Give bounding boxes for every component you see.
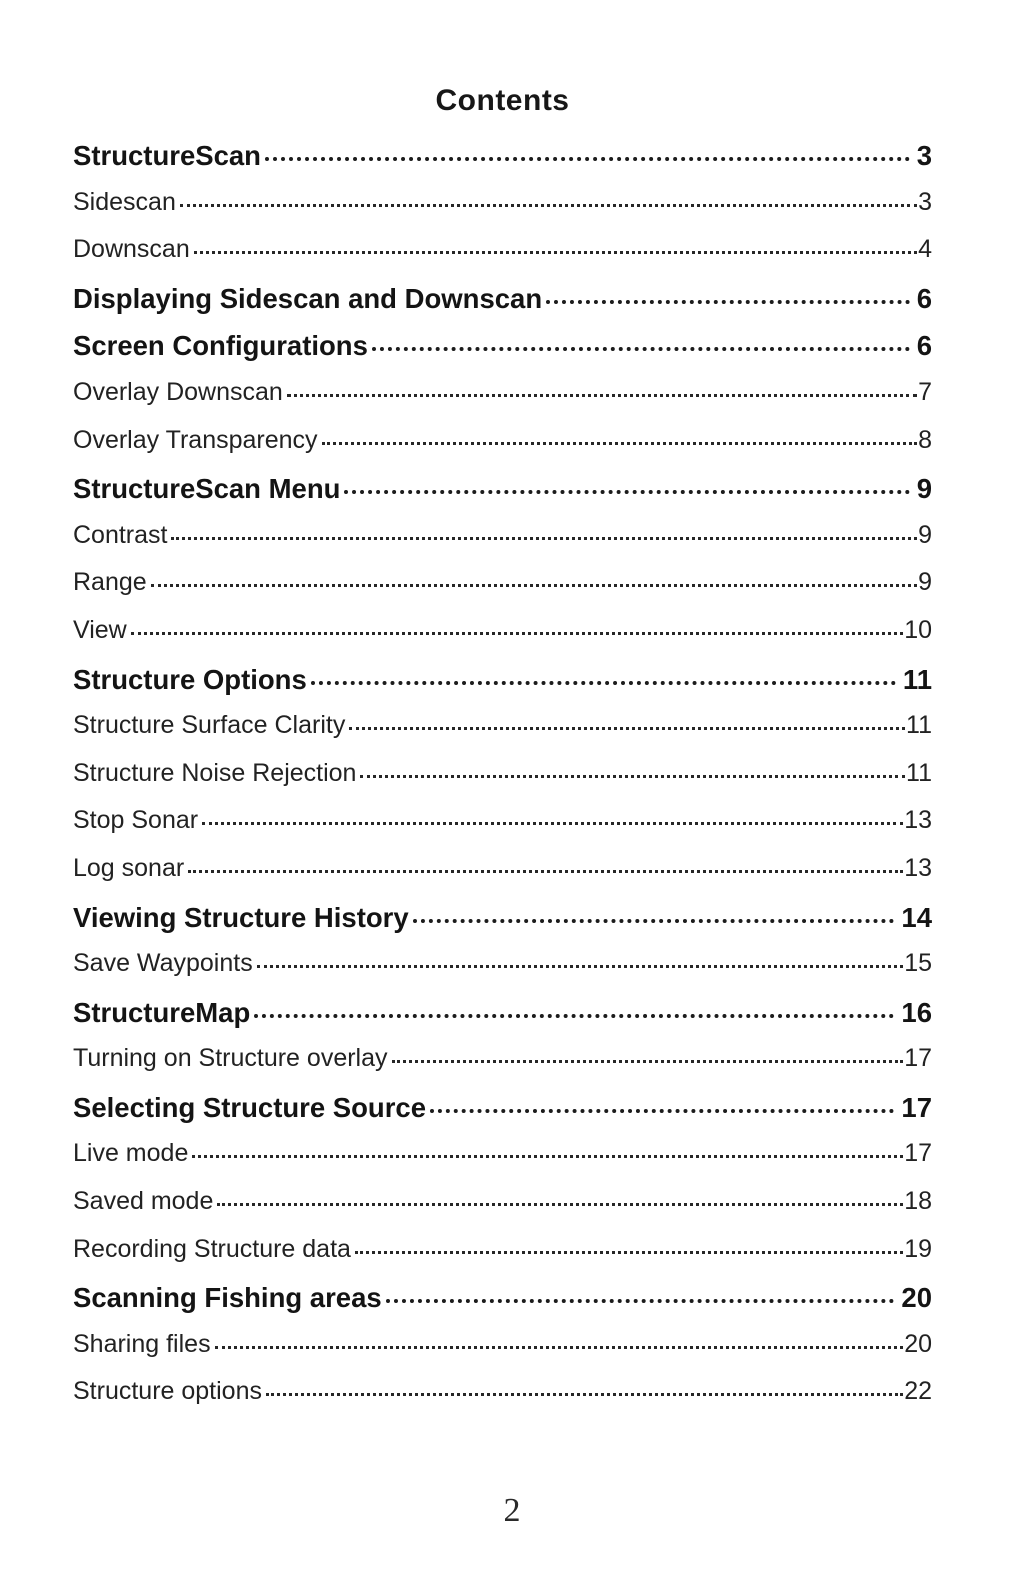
toc-entry [73,1092,932,1140]
toc-entry-page: 11 [902,663,932,695]
toc-entry-page: 20 [901,1282,932,1314]
toc-entry-page: 13 [904,806,932,835]
toc-entry [73,759,932,807]
toc-leader-dots [392,1060,904,1063]
toc-entry-label: Stop Sonar [73,806,199,835]
toc-entry [73,473,932,521]
toc-leader-dots [171,537,917,540]
toc-entry [73,1139,932,1187]
toc-entry-page: 20 [904,1329,932,1358]
toc-entry [73,1330,932,1378]
toc-entry [73,902,932,950]
toc-entry-label: Selecting Structure Source [73,1091,427,1123]
toc-entry [73,140,932,188]
toc-entry-label: StructureScan [73,140,261,171]
toc-entry [73,711,932,759]
toc-entry-label: Displaying Sidescan and Downscan [73,282,543,314]
toc-leader-dots [355,1251,903,1254]
toc-entry-label: Downscan [73,235,190,264]
toc-entry-page: 11 [906,711,932,740]
toc-entry-label: Save Waypoints [73,949,253,978]
toc-entry [73,235,932,283]
toc-leader-dots [311,681,896,685]
toc-entry [73,664,932,712]
toc-entry-page: 7 [918,377,932,406]
toc-entry-label: Recording Structure data [73,1234,351,1263]
toc-entry-page: 9 [918,568,932,597]
toc-entry-page: 17 [901,1091,932,1123]
toc-entry-page: 8 [918,425,932,454]
toc-entry [73,616,932,664]
toc-entry-page: 9 [918,520,932,549]
toc-leader-dots [265,157,910,161]
table-of-contents [73,140,932,1425]
toc-leader-dots [180,204,917,207]
toc-entry [73,283,932,331]
toc-entry-label: Scanning Fishing areas [73,1282,382,1314]
toc-entry-page: 15 [904,949,932,978]
toc-entry-label: StructureMap [73,996,251,1028]
toc-leader-dots [349,727,905,730]
toc-leader-dots [386,1299,895,1303]
toc-entry-page: 4 [918,235,932,264]
toc-leader-dots [360,775,905,778]
toc-entry-label: Sidescan [73,187,176,216]
toc-entry-page: 10 [904,615,932,644]
toc-entry-label: StructureScan Menu [73,473,341,505]
toc-entry-page: 6 [916,282,932,314]
toc-entry [73,1235,932,1283]
toc-entry [73,426,932,474]
toc-entry-page: 3 [918,187,932,216]
toc-entry-page: 11 [906,758,932,787]
toc-entry [73,1044,932,1092]
toc-leader-dots [372,347,910,351]
toc-entry [73,1187,932,1235]
toc-leader-dots [430,1109,894,1113]
toc-entry-page: 18 [904,1187,932,1216]
toc-entry-label: Log sonar [73,853,185,882]
toc-leader-dots [287,394,917,397]
toc-entry-label: Overlay Downscan [73,377,283,406]
toc-entry [73,188,932,236]
toc-entry-label: Viewing Structure History [73,901,409,933]
toc-leader-dots [266,1393,903,1396]
toc-entry [73,854,932,902]
toc-entry-label: Screen Configurations [73,330,368,362]
toc-entry-page: 17 [904,1139,932,1168]
document-page [73,0,932,1425]
toc-entry-label: Range [73,568,147,597]
toc-leader-dots [151,584,917,587]
toc-leader-dots [188,870,903,873]
toc-leader-dots [202,822,903,825]
toc-entry-label: Structure Noise Rejection [73,758,357,787]
toc-leader-dots [413,919,895,923]
toc-entry [73,806,932,854]
footer-page-number: 2 [503,1492,521,1529]
toc-entry-page: 22 [904,1377,932,1406]
toc-entry-page: 17 [904,1044,932,1073]
toc-entry-page: 19 [904,1234,932,1263]
toc-entry [73,1377,932,1425]
toc-entry-label: Turning on Structure overlay [73,1044,388,1073]
toc-entry-page: 16 [901,996,932,1028]
toc-leader-dots [344,490,909,494]
toc-entry-page: 6 [916,330,932,362]
toc-entry [73,997,932,1045]
toc-entry-label: Contrast [73,520,168,549]
toc-entry-label: Structure Surface Clarity [73,711,346,740]
toc-entry-page: 3 [916,140,932,171]
toc-leader-dots [217,1203,903,1206]
toc-leader-dots [257,965,903,968]
toc-leader-dots [194,251,917,254]
toc-entry-label: Live mode [73,1139,189,1168]
toc-entry [73,330,932,378]
toc-entry [73,568,932,616]
toc-leader-dots [215,1346,904,1349]
toc-entry-label: View [73,615,127,644]
toc-entry-label: Overlay Transparency [73,425,318,454]
toc-leader-dots [546,300,910,304]
toc-entry [73,1282,932,1330]
toc-entry-label: Saved mode [73,1187,214,1216]
toc-entry-page: 9 [916,473,932,505]
page-title: Contents [435,84,570,117]
toc-leader-dots [254,1014,894,1018]
toc-leader-dots [322,442,918,445]
toc-leader-dots [131,632,903,635]
toc-entry-label: Structure Options [73,663,307,695]
toc-entry-label: Sharing files [73,1329,211,1358]
toc-entry-label: Structure options [73,1377,262,1406]
toc-entry [73,949,932,997]
toc-leader-dots [192,1155,903,1158]
toc-entry [73,378,932,426]
toc-entry [73,521,932,569]
toc-entry-page: 14 [901,901,932,933]
toc-entry-page: 13 [904,853,932,882]
